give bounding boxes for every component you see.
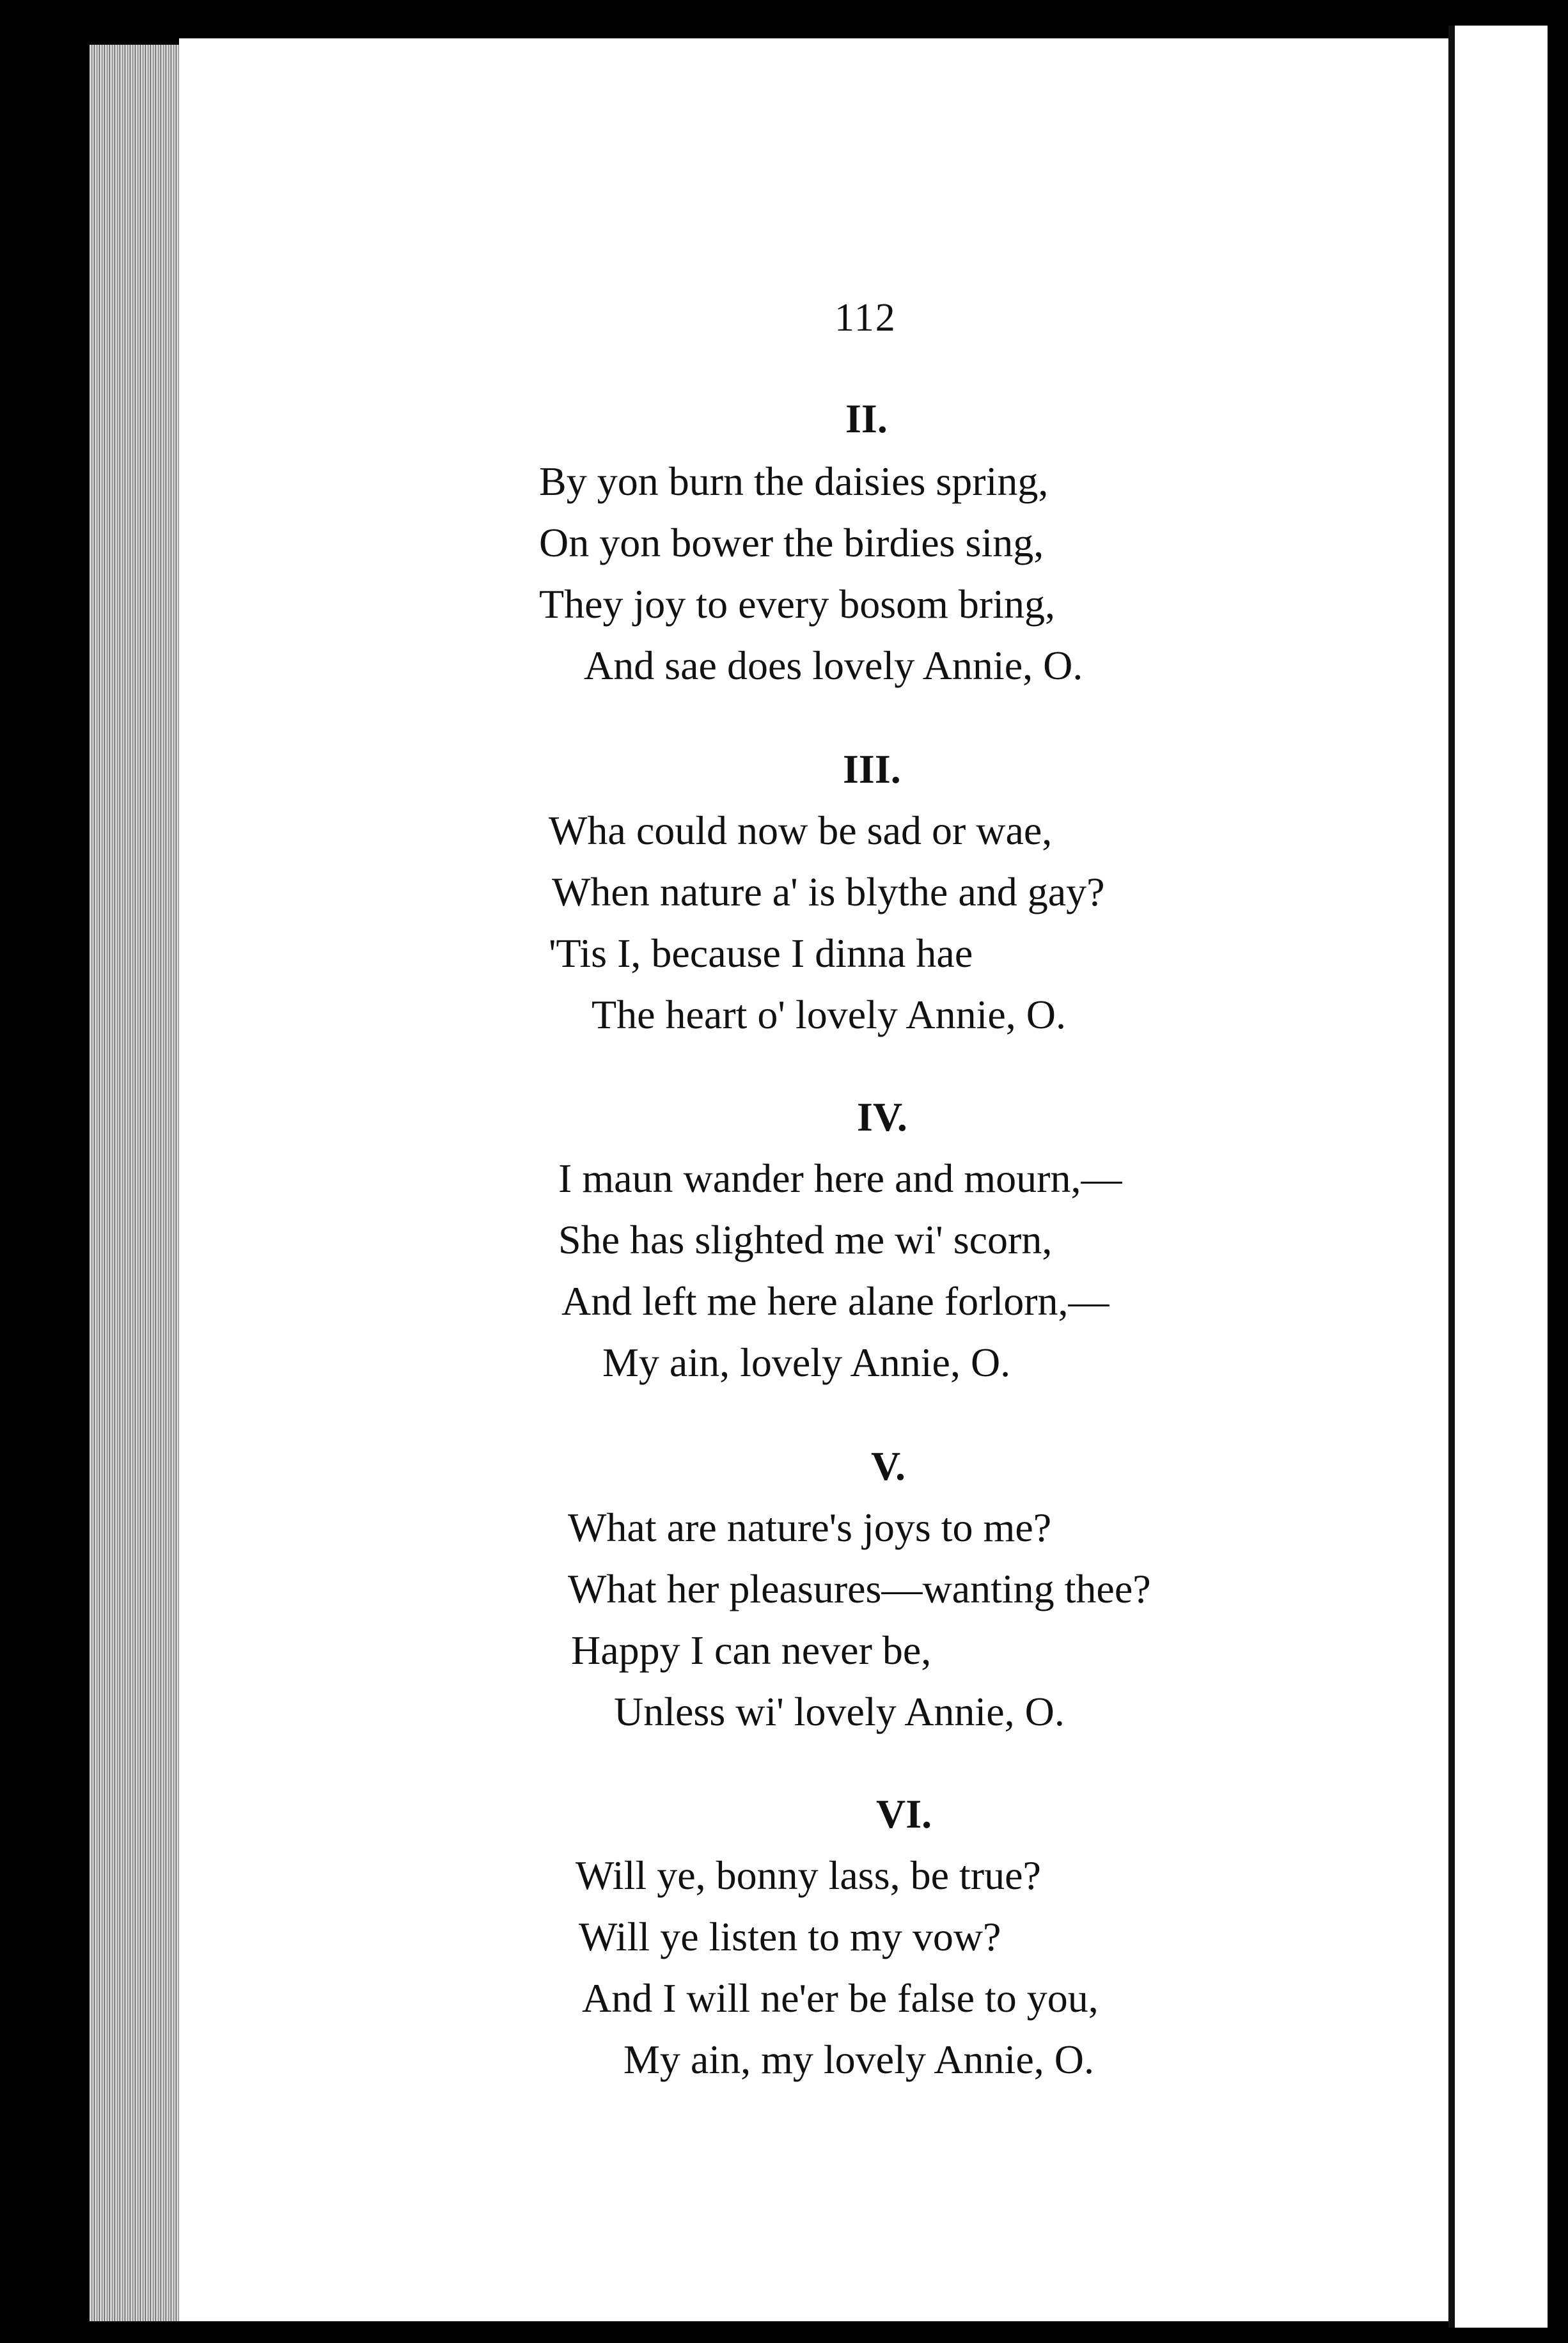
verse-line: And I will ne'er be false to you, [582,1975,1099,2021]
verse-line: And sae does lovely Annie, O. [584,643,1083,688]
verse-line: They joy to every bosom bring, [539,581,1055,627]
verse-line: What are nature's joys to me? [568,1505,1052,1550]
stanza-number: III. [843,746,901,792]
verse-line: What her pleasures—wanting thee? [568,1566,1151,1611]
verse-line: I maun wander here and mourn,— [558,1156,1122,1201]
verse-line: My ain, my lovely Annie, O. [623,2037,1094,2082]
page-number: 112 [835,296,897,340]
stanza-number: IV. [857,1094,907,1140]
verse-line: She has slighted me wi' scorn, [558,1217,1053,1262]
verse-line: When nature a' is blythe and gay? [552,869,1105,914]
verse-line: Happy I can never be, [571,1627,932,1673]
verse-line: My ain, lovely Annie, O. [602,1340,1011,1385]
verse-line: 'Tis I, because I dinna hae [549,930,973,976]
verse-line: On yon bower the birdies sing, [539,520,1044,565]
stanza-number: VI. [876,1791,932,1837]
verse-line: Unless wi' lovely Annie, O. [614,1689,1065,1734]
verse-line: Will ye listen to my vow? [579,1914,1001,1959]
stanza-number: II. [845,396,888,441]
verse-line: And left me here alane forlorn,— [561,1278,1109,1324]
verse-line: The heart o' lovely Annie, O. [592,992,1066,1037]
stanza-number: V. [871,1443,906,1489]
verse-line: By yon burn the daisies spring, [539,458,1049,504]
verse-line: Will ye, bonny lass, be true? [576,1853,1041,1898]
verse-line: Wha could now be sad or wae, [549,808,1053,853]
